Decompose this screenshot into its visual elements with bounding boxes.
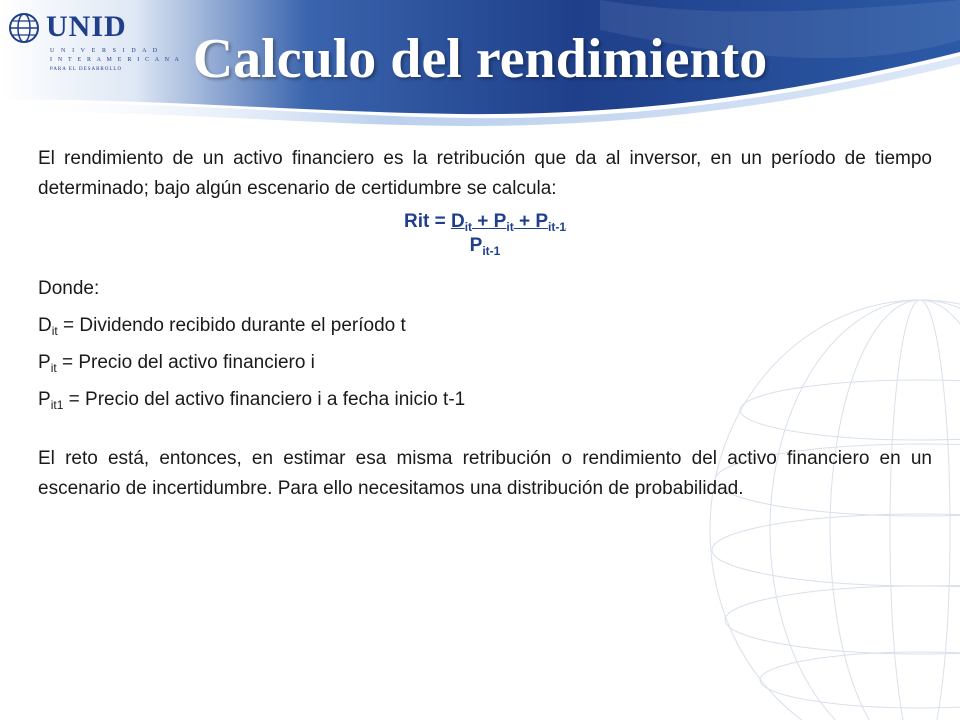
- formula-lhs: Rit =: [403, 211, 451, 232]
- logo-subtitle-line1: U N I V E R S I D A D: [50, 48, 160, 54]
- formula-d-sub: it: [464, 220, 473, 234]
- def-text: = Precio del activo financiero i: [56, 352, 315, 373]
- slide-body: [38, 144, 932, 504]
- closing-paragraph: El reto está, entonces, en estimar esa misma retribución o rendimiento del activo financiero en un escenario de incertidumbre. Para ello necesitamos una distribución de probabilidad.: [38, 448, 932, 499]
- formula-numerator: [38, 210, 932, 234]
- formula-p-sub: it: [506, 220, 514, 234]
- formula-p1-sub: it-1: [548, 220, 567, 234]
- definition-price: [38, 344, 932, 381]
- logo-wordmark: UNID: [46, 10, 127, 43]
- slide-title: Calculo del rendimiento: [192, 28, 768, 90]
- def-subscript: it1: [50, 398, 64, 412]
- def-text: = Dividendo recibido durante el período t: [57, 315, 406, 336]
- formula-plus-p1: + P: [513, 211, 549, 232]
- def-symbol: D: [38, 315, 52, 336]
- formula-denominator: [38, 234, 932, 258]
- formula-plus-p: + P: [472, 211, 507, 232]
- logo-subtitle-line2: I N T E R A M E R I C A N A: [50, 57, 182, 63]
- formula-d: D: [450, 211, 465, 232]
- def-symbol: P: [38, 352, 51, 373]
- def-subscript: it: [51, 324, 58, 338]
- def-subscript: it: [50, 361, 57, 375]
- definition-initial-price: [38, 381, 932, 418]
- def-text: = Precio del activo financiero i a fecha inicio t-1: [63, 389, 466, 410]
- logo-subtitle-line3: PARA EL DESARROLLO: [50, 67, 123, 72]
- def-symbol: P: [38, 389, 51, 410]
- formula-numerator-terms: [451, 211, 566, 232]
- return-formula: [38, 210, 932, 258]
- formula-den-sub: it-1: [482, 244, 501, 258]
- donde-label: Donde:: [38, 278, 100, 299]
- formula-den-p: P: [469, 235, 483, 256]
- definition-dividend: [38, 307, 932, 344]
- intro-paragraph: El rendimiento de un activo financiero es la retribución que da al inversor, en un período de tiempo determinado; bajo algún escenario de certidumbre se calcula:: [38, 148, 932, 199]
